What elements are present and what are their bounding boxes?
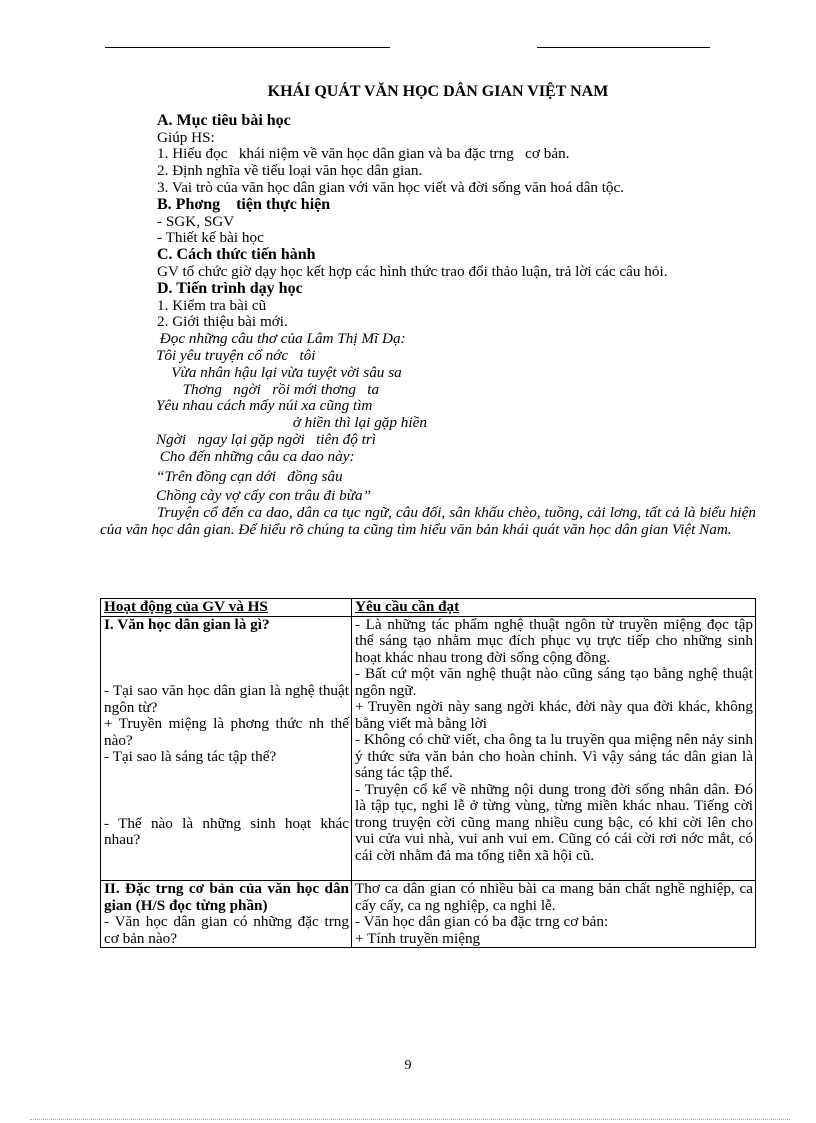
row1-answer: - Truyện cổ kể về những nội dung trong đời sống nhân dân. Đó là tập tục, nghi lễ ở từng vùng, từng miền khác nhau. Tiếng cời trong truyện cời cũng mang nhiều cung bậc, có khi cời lên cho vui cửa vui nhà, vui anh vui em. Cũng có cái cời rơi nớc mắt, có cái cời nhằm đả ma tống tiễn xã hội cũ. [355,780,753,864]
col2-header: Yêu cầu cần đạt [352,599,756,617]
row1-right-cell [352,616,756,881]
section-a-heading: A. Mục tiêu bài học [157,111,291,129]
page-number: 9 [404,1058,412,1073]
poem-line: Tôi yêu truyện cổ nớc tôi [156,346,316,364]
document-body [100,84,756,539]
row1-answer: - Không có chữ viết, cha ông ta lu truyền qua miệng nên nảy sinh ý thức sửa văn bản cho hoàn chỉnh. Vì vậy sáng tác dân gian là sáng tác tập thể. [355,731,753,781]
header-rule-left [105,47,390,48]
row1-question: - Tại sao văn học dân gian là nghệ thuật ngôn từ? [104,682,349,716]
poem-line: Yêu nhau cách mấy núi xa cũng tìm [156,397,373,415]
row1-answer: + Truyền ngời này sang ngời khác, đời này qua đời khác, không bằng viết mà bằng lời [355,698,753,732]
row1-left-heading: I. Văn học dân gian là gì? [104,615,270,633]
row2-right-cell [352,881,756,948]
section-a-line: 1. Hiểu đọc khái niệm về văn học dân gian và ba đặc trng cơ bản. [157,145,570,163]
section-a-line: Giúp HS: [157,128,215,146]
section-c-text: GV tổ chức giờ dạy học kết hợp các hình thức trao đổi thảo luận, trả lời các câu hỏi. [157,262,668,280]
row2-left-heading: II. Đặc trng cơ bản của văn học dân gian (H/S đọc từng phần) [104,880,349,914]
poem-line: Cho đến những câu ca dao này: [156,447,355,465]
row1-question: - Thế nào là những sinh hoạt khác nhau? [104,814,349,848]
section-b-heading: B. Phơng tiện thực hiện [157,195,331,213]
row2-answer: - Văn học dân gian có ba đặc trng cơ bản: [355,913,609,930]
row1-answer: - Bất cứ một văn nghệ thuật nào cũng sáng tạo bằng nghệ thuật ngôn ngữ. [355,665,753,699]
section-b-line: - Thiết kế bài học [157,229,264,247]
row2-question: - Văn học dân gian có những đặc trng cơ bản nào? [104,913,349,947]
page-title: KHÁI QUÁT VĂN HỌC DÂN GIAN VIỆT NAM [267,83,609,100]
table-row [101,616,756,881]
header-rule-right [537,47,710,48]
section-a-line: 2. Định nghĩa về tiểu loại văn học dân gian. [157,162,423,180]
poem-line: Vừa nhân hậu lại vừa tuyệt vời sâu sa [156,363,402,381]
closing-paragraph: Truyện cổ đến ca dao, dân ca tục ngữ, câu đối, sân khấu chèo, tuồng, cải lơng, tất cả là biểu hiện của văn học dân gian. Để hiểu rõ chúng ta cũng tìm hiểu văn bản khái quát văn học dân gian Việt Nam. [100,504,756,538]
poem-line: Thơng ngời rồi mới thơng ta [156,380,380,398]
poem-line: Ngời ngay lại gặp ngời tiên độ trì [156,430,376,448]
poem-line: Chồng cày vợ cấy con trâu đi bừa” [156,487,372,505]
section-c-heading: C. Cách thức tiến hành [157,246,316,264]
col1-header: Hoạt động của GV và HS [101,599,352,617]
row1-left-cell [101,616,352,881]
table-row [101,881,756,948]
row2-answer: Thơ ca dân gian có nhiều bài ca mang bản chất nghề nghiệp, ca cấy cấy, ca ng nghiệp, ca nghi lễ. [355,880,753,914]
section-d-line: 2. Giới thiệu bài mới. [157,313,288,331]
section-a-line: 3. Vai trò của văn học dân gian với văn học viết và đời sống văn hoá dân tộc. [157,178,625,196]
poem-line: Đọc những câu thơ của Lâm Thị Mĩ Dạ: [156,330,406,348]
section-d-heading: D. Tiến trình dạy học [157,279,303,297]
poem-line: ở hiền thì lại gặp hiền [156,414,427,432]
section-d-line: 1. Kiểm tra bài cũ [157,296,267,314]
poem-line: “Trên đồng cạn dới đồng sâu [156,467,343,485]
row1-answer: - Là những tác phẩm nghệ thuật ngôn từ truyền miệng đọc tập thể sáng tạo nhằm mục đích phục vụ trực tiếp cho những sinh hoạt khác nhau trong đời sống cộng đồng. [355,615,753,666]
row1-question: + Truyền miệng là phơng thức nh thế nào? [104,715,349,749]
row2-answer: + Tính truyền miệng [355,929,481,947]
row2-left-cell [101,881,352,948]
table-header-row [101,599,756,617]
page-bottom-border [30,1119,790,1120]
section-b-line: - SGK, SGV [157,212,235,230]
row1-question: - Tại sao là sáng tác tập thể? [104,748,277,765]
lesson-table [100,598,756,948]
